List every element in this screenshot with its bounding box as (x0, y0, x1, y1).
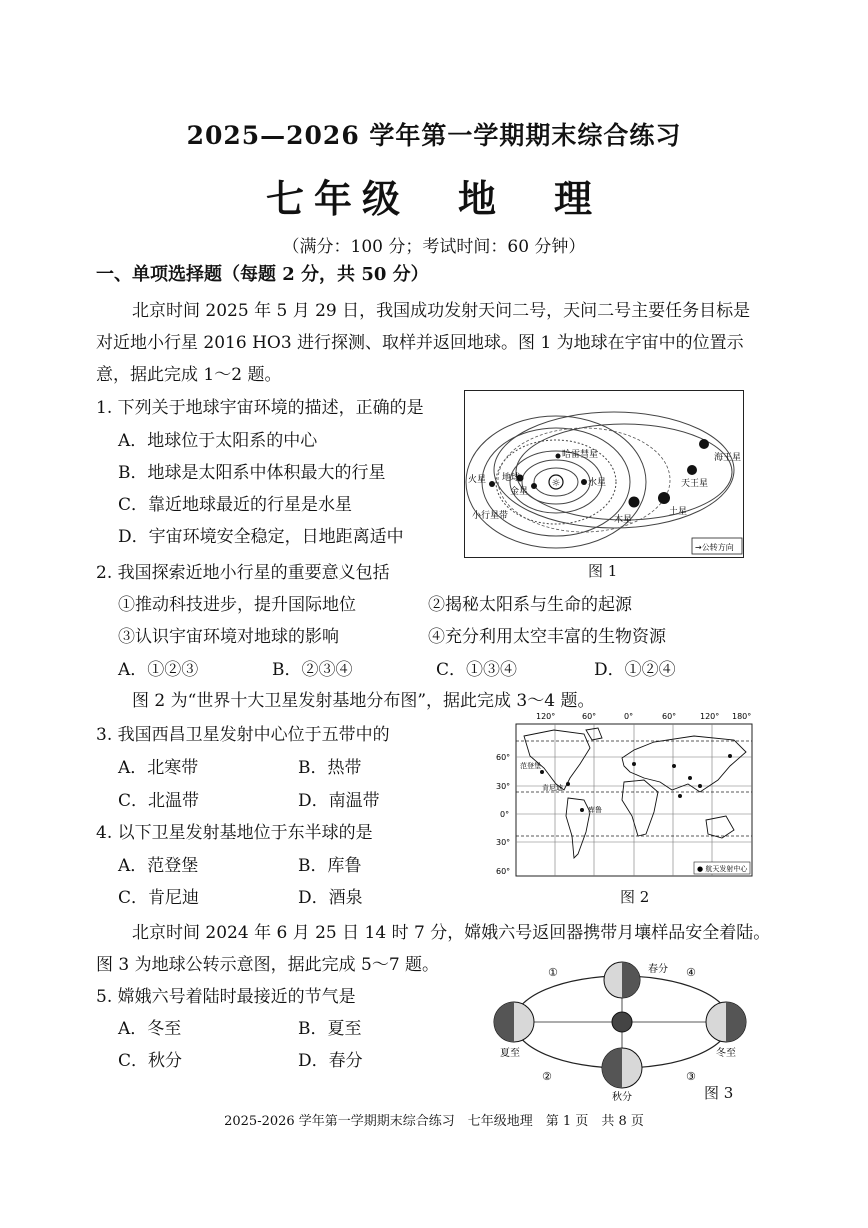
figure-3-caption: 图 3 (704, 1084, 734, 1102)
subject-title: 七年级 地 理 (265, 176, 602, 221)
label-halley: 哈雷彗星 (562, 450, 599, 460)
option[interactable]: D．春分 (298, 1051, 363, 1071)
section-heading: 一、单项选择题（每题 2 分，共 50 分） (96, 264, 429, 285)
figure-2-caption: 图 2 (620, 888, 650, 906)
position-label: ③ (686, 1070, 696, 1083)
lon-label: 0° (624, 712, 634, 721)
position-label: ② (542, 1070, 552, 1083)
option[interactable]: C．北温带 (118, 791, 200, 811)
question-stem: 2. 我国探索近地小行星的重要意义包括 (96, 563, 390, 583)
label-mars: 火星 (468, 475, 487, 485)
label-jupiter: 木星 (614, 515, 633, 525)
lon-label: 120° (700, 712, 720, 721)
position-label: ④ (686, 966, 696, 979)
position-label: ① (548, 966, 558, 979)
saturn-icon (658, 492, 670, 504)
site-icon (728, 754, 732, 758)
passage-line: 对近地小行星 2016 HO3 进行探测、取样并返回地球。图 1 为地球在宇宙中的位置示 (96, 333, 744, 353)
passage-line: 北京时间 2025 年 5 月 29 日，我国成功发射天问二号，天问二号主要任务目标是 (132, 301, 751, 321)
page-footer: 2025-2026 学年第一学期期末综合练习 七年级地理 第 1 页 共 8 页 (224, 1114, 644, 1129)
site-vandenberg-icon (540, 770, 544, 774)
label-saturn: 土星 (669, 507, 688, 517)
halley-comet-icon (556, 454, 561, 459)
legend-orbit-direction: →公转方向 (695, 543, 734, 552)
site-icon (678, 794, 682, 798)
venus-icon (531, 483, 537, 489)
label-asteroid-belt: 小行星带 (472, 511, 509, 521)
site-kennedy-icon (566, 782, 570, 786)
statement: ①推动科技进步，提升国际地位 (118, 595, 356, 615)
lat-label: 30° (496, 838, 511, 847)
option[interactable]: B．夏至 (298, 1019, 362, 1039)
lon-label: 60° (582, 712, 597, 721)
site-icon (632, 762, 636, 766)
passage-line: 图 3 为地球公转示意图，据此完成 5～7 题。 (96, 955, 440, 975)
figure-1-caption: 图 1 (588, 562, 618, 580)
lat-label: 60° (496, 753, 511, 762)
passage-line: 图 2 为“世界十大卫星发射基地分布图”，据此完成 3～4 题。 (132, 691, 595, 711)
lon-label: 120° (536, 712, 556, 721)
question-stem: 5. 嫦娥六号着陆时最接近的节气是 (96, 987, 356, 1007)
exam-meta: （满分：100 分；考试时间：60 分钟） (282, 237, 586, 257)
label-uranus: 天王星 (681, 479, 709, 489)
site-icon (698, 784, 702, 788)
option[interactable]: C．①③④ (436, 660, 518, 680)
label-mercury: 水星 (588, 478, 607, 488)
lat-label: 0° (500, 810, 510, 819)
question-stem: 1. 下列关于地球宇宙环境的描述，正确的是 (96, 398, 424, 418)
lat-label: 30° (496, 782, 511, 791)
option[interactable]: D．南温带 (298, 791, 380, 811)
question-stem: 3. 我国西昌卫星发射中心位于五带中的 (96, 725, 390, 745)
jupiter-icon (629, 497, 640, 508)
option[interactable]: A．①②③ (118, 660, 199, 680)
statement: ②揭秘太阳系与生命的起源 (428, 595, 632, 615)
label-neptune: 海王星 (714, 453, 742, 463)
site-label: 肯尼迪 (542, 784, 563, 792)
site-kourou-icon (580, 808, 584, 812)
option[interactable]: A．地球位于太阳系的中心 (118, 431, 318, 451)
site-label: 库鲁 (588, 806, 602, 814)
label-winter: 冬至 (716, 1048, 736, 1059)
label-spring: 春分 (648, 964, 668, 975)
label-autumn: 秋分 (612, 1092, 632, 1103)
label-venus: 金星 (510, 487, 529, 497)
lon-label: 60° (662, 712, 677, 721)
site-icon (688, 776, 692, 780)
statement: ③认识宇宙环境对地球的影响 (118, 627, 339, 647)
uranus-icon (687, 465, 697, 475)
sun-icon (612, 1012, 632, 1032)
site-label: 范登堡 (520, 762, 541, 770)
option[interactable]: B．地球是太阳系中体积最大的行星 (118, 463, 386, 483)
option[interactable]: A．范登堡 (118, 856, 199, 876)
option[interactable]: D．酒泉 (298, 888, 363, 908)
question-stem: 4. 以下卫星发射基地位于东半球的是 (96, 823, 373, 843)
label-earth: 地球 (502, 473, 521, 483)
site-icon (672, 764, 676, 768)
mars-icon (489, 481, 495, 487)
passage-line: 意，据此完成 1～2 题。 (96, 365, 282, 385)
label-summer: 夏至 (500, 1048, 520, 1059)
exam-title: 2025—2026 学年第一学期期末综合练习 (186, 121, 682, 150)
figure-1-solar-system (464, 390, 744, 558)
passage-line: 北京时间 2024 年 6 月 25 日 14 时 7 分，嫦娥六号返回器携带月壤样品安全着陆。 (132, 923, 771, 943)
statement: ④充分利用太空丰富的生物资源 (428, 627, 666, 647)
legend-launch-site: ● 航天发射中心 (697, 865, 748, 873)
option[interactable]: B．库鲁 (298, 856, 362, 876)
option[interactable]: B．热带 (298, 758, 362, 778)
option[interactable]: A．冬至 (118, 1019, 182, 1039)
neptune-icon (699, 439, 709, 449)
option[interactable]: B．②③④ (272, 660, 353, 680)
figure-2-world-map (494, 708, 758, 884)
option[interactable]: D．①②④ (594, 660, 676, 680)
lon-label: 180° (732, 712, 752, 721)
mercury-icon (581, 479, 587, 485)
option[interactable]: C．肯尼迪 (118, 888, 200, 908)
lat-label: 60° (496, 867, 511, 876)
option[interactable]: C．靠近地球最近的行星是水星 (118, 495, 353, 515)
option[interactable]: A．北寒带 (118, 758, 199, 778)
option[interactable]: D．宇宙环境安全稳定，日地距离适中 (118, 527, 404, 547)
sun-label: ☼ (551, 478, 561, 489)
option[interactable]: C．秋分 (118, 1051, 183, 1071)
